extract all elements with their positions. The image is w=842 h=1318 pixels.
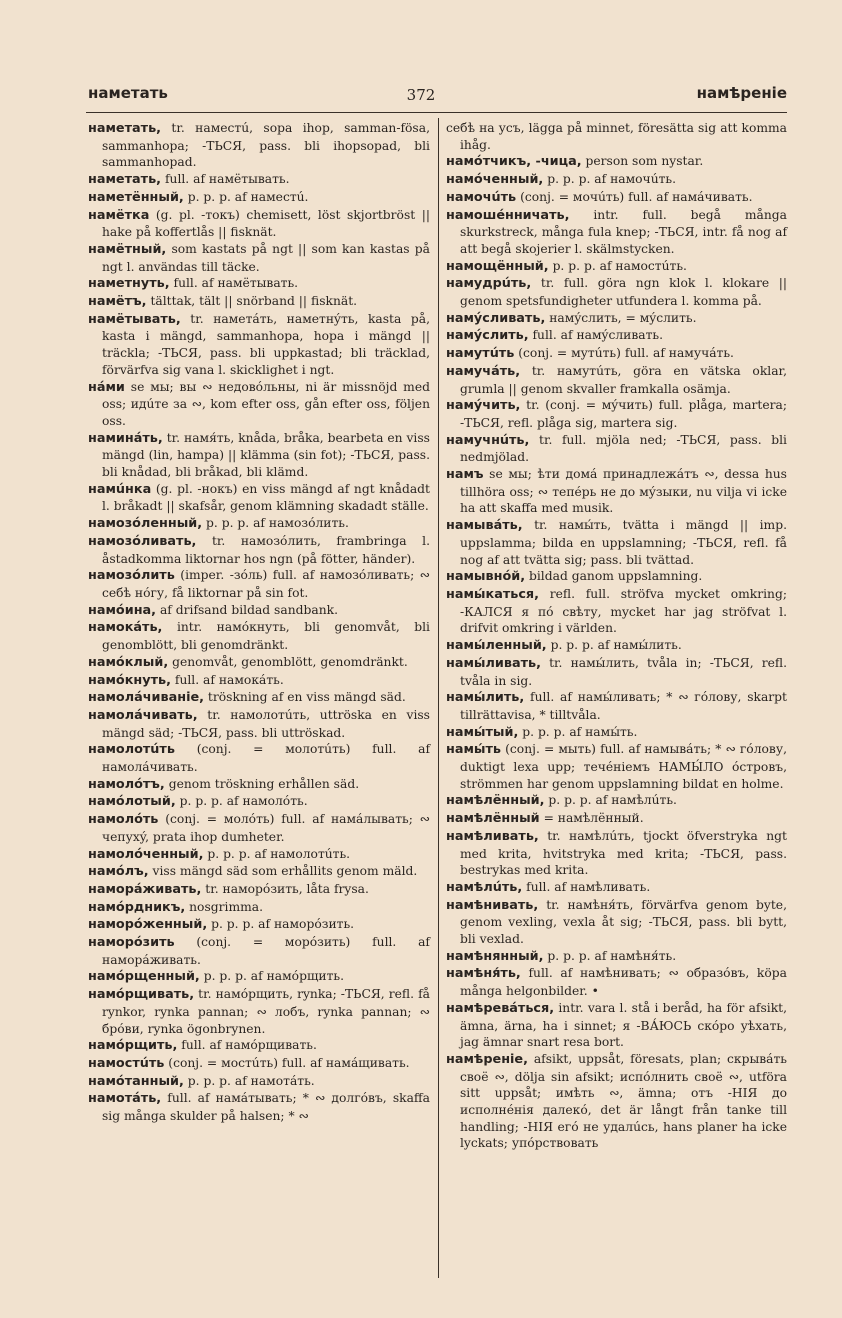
page-number: 372 bbox=[406, 86, 436, 104]
entry-definition: p. p. p. af намѣлúть. bbox=[548, 793, 677, 808]
dictionary-entry bbox=[88, 189, 430, 207]
dictionary-entry bbox=[446, 310, 787, 328]
headword: наметнуть, bbox=[88, 276, 170, 292]
entry-definition: tr. намозóлить, frambringa l. åstadkomma liktornar hos ngn (på fötter, händer). bbox=[102, 533, 430, 566]
entry-definition: af drifsand bildad sandbank. bbox=[159, 602, 338, 617]
left-column bbox=[88, 120, 430, 1125]
headword: намѣлённый bbox=[446, 811, 540, 827]
headword: намýслить, bbox=[446, 328, 529, 344]
dictionary-entry bbox=[446, 397, 787, 431]
headword: намóтчикъ, -чица, bbox=[446, 154, 582, 170]
dictionary-entry bbox=[446, 171, 787, 189]
entry-definition: tr. намы́лить, tvåla in; -ТЬСЯ, refl. tvåla in sig. bbox=[460, 655, 787, 688]
dictionary-entry bbox=[446, 153, 787, 171]
entry-definition: nosgrimma. bbox=[189, 899, 264, 914]
headword: намóкнуть, bbox=[88, 672, 171, 688]
dictionary-entry bbox=[446, 327, 787, 345]
entry-definition: (imper. -зóль) full. af намозóливать; ∾ себѣ нóгу, få liktornar på sin fot. bbox=[102, 568, 430, 600]
dictionary-entry bbox=[88, 120, 430, 171]
entry-definition: full. af намѣнивать; ∾ образóвъ, köpa många helgonbilder. • bbox=[460, 966, 787, 999]
dictionary-entry bbox=[88, 793, 430, 811]
headword: намѣлённый, bbox=[446, 793, 545, 809]
dictionary-entry bbox=[88, 311, 430, 379]
entry-definition: tr. (conj. = мýчить) full. plåga, martera; -ТЬСЯ, refl. plåga sig, martera sig. bbox=[460, 398, 787, 430]
headword: намывáть, bbox=[446, 518, 523, 534]
dictionary-entry bbox=[88, 689, 430, 707]
headword: намучнúть, bbox=[446, 432, 530, 448]
entry-definition: (conj. = мостúть) full. af намáщивать. bbox=[168, 1055, 410, 1070]
headword: намóченный, bbox=[446, 172, 544, 188]
dictionary-entry bbox=[88, 934, 430, 968]
headword: намощённый, bbox=[446, 258, 549, 274]
dictionary-entry bbox=[446, 637, 787, 655]
headword: наметать, bbox=[88, 172, 162, 188]
dictionary-entry bbox=[88, 863, 430, 881]
entry-definition: (conj. = морóзить) full. af наморáживать. bbox=[102, 935, 430, 967]
dictionary-entry bbox=[88, 654, 430, 672]
entry-definition: intr. намóкнуть, bli genomvåt, bli genomblött, bli genomdränkt. bbox=[102, 620, 430, 653]
header-rule bbox=[86, 112, 787, 113]
headword: намостúть bbox=[88, 1055, 165, 1071]
headword: намозóливать, bbox=[88, 533, 197, 549]
headword: намолóть bbox=[88, 812, 159, 828]
dictionary-entry bbox=[446, 275, 787, 309]
dictionary-entry bbox=[88, 811, 430, 845]
dictionary-entry bbox=[446, 258, 787, 276]
entry-definition: intr. vara l. stå i beråd, ha för afsikt, ämna, ärna, ha i sinnet; я -ВА́ЮСЬ скóро уѣхать, jag ämnar snart resa bort. bbox=[460, 1000, 787, 1050]
dictionary-entry bbox=[88, 968, 430, 986]
headword: намутúть bbox=[446, 346, 515, 362]
entry-definition: p. p. p. af намозóлить. bbox=[206, 516, 349, 531]
entry-definition: p. p. p. af наморóзить. bbox=[211, 917, 355, 932]
dictionary-entry bbox=[88, 1055, 430, 1073]
headword: намолáчиваніе, bbox=[88, 690, 204, 706]
dictionary-entry bbox=[446, 897, 787, 948]
dictionary-entry bbox=[88, 672, 430, 690]
entry-definition: (conj. = молóть) full. af намáлывать; ∾ чепухý, prata ihop dumheter. bbox=[102, 812, 430, 844]
headword: намóрщивать, bbox=[88, 987, 195, 1003]
headword: намóтанный, bbox=[88, 1073, 184, 1089]
headword: намы́ть bbox=[446, 742, 502, 758]
dictionary-entry bbox=[446, 741, 787, 792]
right-column bbox=[446, 120, 787, 1152]
headword: намывнóй, bbox=[446, 569, 526, 585]
entry-definition: p. p. p. af намостúть. bbox=[552, 258, 687, 273]
entry-definition: genom tröskning erhållen säd. bbox=[168, 776, 360, 791]
headword: намозóлить bbox=[88, 568, 175, 584]
headword: намы́каться, bbox=[446, 586, 540, 602]
dictionary-entry bbox=[446, 207, 787, 258]
dictionary-entry bbox=[446, 1051, 787, 1152]
entry-definition: tr. наместú, sopa ihop, samman-fösa, sammanhopa; -ТЬСЯ, pass. bli ihopsopad, bli sammanhopad. bbox=[102, 121, 430, 170]
entry-definition: tr. full. mjöla ned; -ТЬСЯ, pass. bli nedmjölad. bbox=[460, 432, 787, 465]
headword: намолотúть bbox=[88, 742, 175, 758]
dictionary-entry bbox=[88, 481, 430, 515]
entry-definition: genomvåt, genomblött, genomdränkt. bbox=[172, 654, 408, 669]
dictionary-entry bbox=[88, 916, 430, 934]
headword: намы́ленный, bbox=[446, 638, 547, 654]
entry-definition: = намѣлённый. bbox=[543, 811, 644, 826]
dictionary-entry bbox=[88, 515, 430, 533]
running-head-right: намѣреніе bbox=[696, 84, 787, 102]
entry-definition: tälttak, tält || snörband || fisknät. bbox=[150, 294, 358, 309]
headword: намолóченный, bbox=[88, 846, 204, 862]
headword: намудрúть, bbox=[446, 276, 532, 292]
dictionary-entry bbox=[88, 567, 430, 601]
entry-definition: p. p. p. af намóрщить. bbox=[203, 969, 344, 984]
headword: намóрдникъ, bbox=[88, 899, 186, 915]
entry-definition: tröskning af en viss mängd säd. bbox=[207, 690, 406, 705]
dictionary-entry bbox=[88, 1090, 430, 1124]
entry-definition: full. af намáтывать; * ∾ долгóвъ, skaffa sig många skulder på halsen; * ∾ bbox=[102, 1091, 430, 1124]
headword: намъ bbox=[446, 467, 484, 483]
dictionary-entry bbox=[446, 724, 787, 742]
entry-definition: tr. намóрщить, rynka; -ТЬСЯ, refl. få rynkor, rynka pannan; ∾ лобъ, rynka pannan; ∾ брóви, rynka ögonbrynen. bbox=[102, 987, 430, 1036]
dictionary-entry bbox=[88, 293, 430, 311]
dictionary-entry bbox=[446, 432, 787, 466]
headword: намýсливать, bbox=[446, 310, 546, 326]
dictionary-entry bbox=[88, 275, 430, 293]
headword: намóрщить, bbox=[88, 1038, 178, 1054]
dictionary-entry bbox=[88, 207, 430, 241]
entry-definition: refl. full. ströfva mycket omkring; -КАЛСЯ я пó свѣту, mycket har jag ströfvat l. drifvit omkring i världen. bbox=[460, 586, 787, 636]
entry-definition: tr. full. göra ngn klok l. klokare || genom spetsfundigheter utfundera l. komma på. bbox=[460, 276, 787, 309]
headword: намы́тый, bbox=[446, 724, 519, 740]
dictionary-entry bbox=[446, 517, 787, 568]
entry-definition: (g. pl. -нокъ) en viss mängd af ngt knådadt l. bråkadt || skafsår, genom klämning skadadt ställe. bbox=[102, 481, 430, 514]
entry-definition: tr. намѣлúть, tjockt öfverstryka ngt med krita, hvitstryka med krita; -ТЬСЯ, pass. bestrykas med krita. bbox=[460, 828, 787, 878]
dictionary-entry bbox=[88, 776, 430, 794]
headword: намýчить, bbox=[446, 398, 521, 414]
entry-definition: som kastats på ngt || som kan kastas på ngt l. användas till täcke. bbox=[102, 241, 430, 274]
dictionary-entry bbox=[88, 241, 430, 275]
headword: намётный, bbox=[88, 241, 167, 257]
headword: намѣревáться, bbox=[446, 1000, 555, 1016]
entry-definition: bildad ganom uppslamning. bbox=[529, 569, 703, 584]
headword: намучáть, bbox=[446, 363, 521, 379]
dictionary-entry bbox=[446, 828, 787, 879]
entry-definition: p. p. p. af намолóть. bbox=[179, 794, 308, 809]
dictionary-entry bbox=[88, 881, 430, 899]
entry-definition: full. af намы́ливать; * ∾ гóлову, skarpt tillrättavisa, * tilltvåla. bbox=[460, 690, 787, 722]
entry-definition: (conj. = мутúть) full. af намучáть. bbox=[518, 346, 734, 361]
dictionary-entry bbox=[446, 586, 787, 637]
dictionary-entry bbox=[446, 466, 787, 517]
entry-definition: tr. намѣня́ть, förvärfva genom byte, genom vexling, vexla åt sig; -ТЬСЯ, pass. bli bytt, bli vexlad. bbox=[460, 897, 787, 947]
dictionary-entry bbox=[88, 1037, 430, 1055]
headword: намы́лить, bbox=[446, 690, 525, 706]
headword: наморóженный, bbox=[88, 917, 208, 933]
dictionary-entry bbox=[88, 171, 430, 189]
entry-definition: full. af намётывать. bbox=[173, 276, 299, 291]
headword: намошéнничать, bbox=[446, 207, 570, 223]
headword: намётка bbox=[88, 207, 150, 223]
dictionary-entry bbox=[88, 741, 430, 775]
dictionary-entry bbox=[446, 655, 787, 689]
entry-definition: p. p. p. af намы́ть. bbox=[522, 724, 638, 739]
dictionary-entry bbox=[88, 379, 430, 430]
headword: намётывать, bbox=[88, 311, 181, 327]
entry-definition: full. af намýсливать. bbox=[532, 328, 664, 343]
headword: намѣнянный, bbox=[446, 948, 544, 964]
headword: наметённый, bbox=[88, 189, 184, 205]
dictionary-entry bbox=[446, 948, 787, 966]
entry-definition: (conj. = молотúть) full. af намолáчивать. bbox=[102, 742, 430, 775]
headword: наметать, bbox=[88, 121, 162, 136]
entry-definition: tr. намя́ть, knåda, bråka, bearbeta en viss mängd (lin, hampa) || klämma (sin fot); -ТЬСЯ, pass. bli knådad, bli bråkad, bli klämd. bbox=[102, 430, 430, 480]
entry-definition: afsikt, uppsåt, föresats, plan; скрывáть своё ∾, dölja sin afsikt; испóлнить своё ∾, utföra sitt uppsåt; имѣть ∾, ämna; отъ -НІЯ до исполнéнія далекó, det är långt från tanke till handling; -НІЯ егó не удалúсь, hans planer ha icke lyckats; упóрствовать bbox=[460, 1051, 787, 1151]
dictionary-entry bbox=[88, 846, 430, 864]
dictionary-entry bbox=[446, 879, 787, 897]
headword: намѣреніе, bbox=[446, 1051, 528, 1067]
dictionary-entry bbox=[446, 120, 787, 153]
headword: наморóзить bbox=[88, 935, 175, 951]
entry-definition: (conj. = мыть) full. af намывáть; * ∾ гóлову, duktigt lexa upp; течéніемъ НАМЫ́ЛО óстровъ, strömmen har genom uppslamning bildat en holme. bbox=[460, 742, 787, 791]
entry-definition: p. p. p. af намотáть. bbox=[187, 1073, 315, 1088]
dictionary-entry bbox=[446, 189, 787, 207]
entry-definition: person som nystar. bbox=[585, 154, 704, 169]
headword: намóклый, bbox=[88, 654, 169, 670]
entry-definition: full. af намокáть. bbox=[174, 672, 284, 687]
entry-definition: tr. намутúть, göra en vätska oklar, grumla || genom skvaller framkalla osämja. bbox=[460, 363, 787, 396]
entry-definition: p. p. p. af намолотúть. bbox=[207, 846, 351, 861]
entry-definition: se мы; ѣти домá принадлежáтъ ∾, dessa hus tillhöra oss; ∾ тепéрь не до мýзыки, nu vilja vi icke ha att skaffa med musik. bbox=[460, 467, 787, 516]
dictionary-entry bbox=[88, 430, 430, 481]
dictionary-entry bbox=[88, 602, 430, 620]
headword: намѣлúть, bbox=[446, 879, 523, 895]
entry-definition: full. af намётывать. bbox=[164, 172, 290, 187]
headword: намозóленный, bbox=[88, 516, 203, 532]
entry-definition: tr. наморóзить, låta frysa. bbox=[205, 881, 369, 896]
headword: намы́ливать, bbox=[446, 655, 541, 671]
entry-definition: p. p. p. af намѣня́ть. bbox=[547, 948, 677, 963]
entry-definition: full. af намѣливать. bbox=[526, 879, 651, 894]
headword: намóлъ, bbox=[88, 864, 149, 880]
column-divider bbox=[438, 118, 439, 1278]
headword: намокáть, bbox=[88, 620, 163, 636]
headword: намóрщенный, bbox=[88, 969, 200, 985]
headword: намочúть bbox=[446, 189, 517, 205]
headword: намúнка bbox=[88, 481, 152, 497]
entry-definition: se мы; вы ∾ недовóльны, ni är missnöjd med oss; идúте за ∾, kom efter oss, gån efter oss, följen oss. bbox=[102, 379, 430, 428]
dictionary-entry bbox=[446, 792, 787, 810]
entry-definition: intr. full. begå många skurkstreck, många fula knep; -ТЬСЯ, intr. få nog af att begå skojerier l. skälmstycken. bbox=[460, 207, 787, 256]
entry-definition: tr. намы́ть, tvätta i mängd || imp. uppslamma; bilda en uppslamning; -ТЬСЯ, refl. få nog af att tvätta sig; pass. bli tvättad. bbox=[460, 518, 787, 567]
dictionary-entry bbox=[88, 986, 430, 1037]
entry-definition: p. p. p. af наместú. bbox=[187, 189, 309, 204]
headword: намѣня́ть, bbox=[446, 966, 521, 982]
entry-definition: full. af намóрщивать. bbox=[181, 1038, 317, 1053]
headword: намѣнивать, bbox=[446, 897, 539, 913]
entry-definition: tr. намолотúть, uttröska en viss mängd säd; -ТЬСЯ, pass. bli uttröskad. bbox=[102, 707, 430, 740]
entry-definition: (conj. = мочúть) full. af намáчивать. bbox=[520, 189, 753, 204]
dictionary-entry bbox=[88, 533, 430, 567]
headword: намётъ, bbox=[88, 294, 147, 310]
headword: намóина, bbox=[88, 602, 157, 618]
entry-definition: p. p. p. af намы́лить. bbox=[550, 638, 682, 653]
dictionary-entry bbox=[446, 345, 787, 363]
dictionary-entry bbox=[88, 1073, 430, 1091]
dictionary-entry bbox=[446, 568, 787, 586]
entry-definition: tr. наметáть, наметнýть, kasta på, kasta i mängd, sammanhopa, hopa i mängd || träckla; -ТЬСЯ, pass. bli uppkastad; bli träcklad, förvärfva sig vana l. skicklighet i ngt. bbox=[102, 311, 430, 377]
entry-definition: намýслить, = мýслить. bbox=[549, 310, 697, 325]
headword: наморáживать, bbox=[88, 881, 202, 897]
headword: намолáчивать, bbox=[88, 707, 198, 723]
entry-definition: viss mängd säd som erhållits genom mäld. bbox=[152, 864, 418, 879]
headword: намѣливать, bbox=[446, 828, 539, 844]
dictionary-entry bbox=[446, 965, 787, 999]
headword: нáми bbox=[88, 379, 125, 395]
headword: наминáть, bbox=[88, 430, 163, 446]
dictionary-entry bbox=[446, 1000, 787, 1051]
entry-definition: себѣ на усъ, lägga på minnet, föresätta sig att komma ihåg. bbox=[446, 121, 787, 152]
entry-definition: (g. pl. -токъ) chemisett, löst skjortbröst || hake på koffertlås || fisknät. bbox=[102, 207, 430, 240]
entry-definition: p. p. p. af намочúть. bbox=[547, 172, 677, 187]
dictionary-entry bbox=[446, 363, 787, 397]
headword: намóлотый, bbox=[88, 794, 176, 810]
dictionary-entry bbox=[88, 619, 430, 653]
dictionary-entry bbox=[446, 689, 787, 723]
headword: намолóтъ, bbox=[88, 776, 165, 792]
headword: намотáть, bbox=[88, 1091, 162, 1107]
dictionary-entry bbox=[88, 707, 430, 741]
running-head-left: наметать bbox=[88, 84, 168, 102]
dictionary-entry bbox=[446, 810, 787, 828]
dictionary-entry bbox=[88, 899, 430, 917]
